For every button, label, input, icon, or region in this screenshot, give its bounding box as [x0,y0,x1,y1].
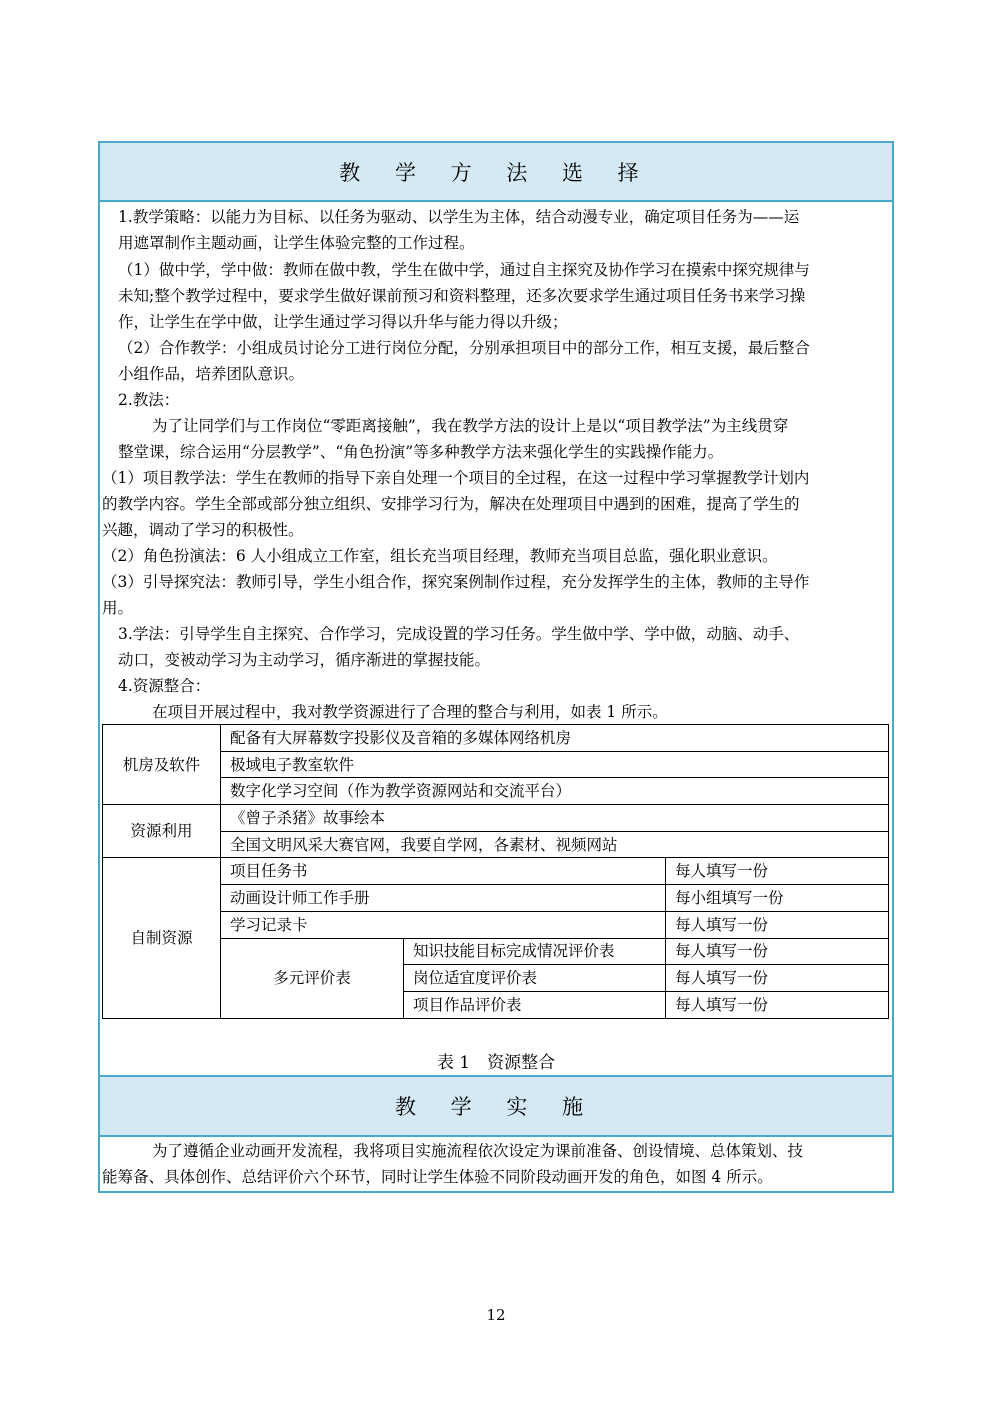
table-cell: 知识技能目标完成情况评价表 [404,938,666,965]
text-line: （1）做中学，学中做：教师在做中教，学生在做中学，通过自主探究及协作学习在摸索中探究规律与 [118,261,810,279]
table-cell: 配备有大屏幕数字投影仪及音箱的多媒体网络机房 [221,725,889,752]
table-row [103,911,889,938]
table-cell: 数字化学习空间（作为教学资源网站和交流平台） [221,778,889,805]
text-line: 用遮罩制作主题动画，让学生体验完整的工作过程。 [118,234,475,252]
page-number: 12 [486,1306,506,1324]
table-cell: 每小组填写一份 [666,885,889,912]
resource-table [102,724,889,1019]
text-line: 在项目开展过程中，我对教学资源进行了合理的整合与利用，如表 1 所示。 [152,703,668,721]
text-line: （3）引导探究法：教师引导，学生小组合作，探究案例制作过程，充分发挥学生的主体，教师的主导作 [102,573,810,591]
group-label-computer-room: 机房及软件 [103,725,221,805]
table-cell: 《曾子杀猪》故事绘本 [221,805,889,832]
table-row [103,831,889,858]
table-cell: 每人填写一份 [666,858,889,885]
table-caption: 表 1 资源整合 [436,1053,556,1073]
table-cell: 每人填写一份 [666,991,889,1018]
text-line: 作，让学生在学中做，让学生通过学习得以升华与能力得以升级； [118,313,568,331]
text-line: （2）合作教学：小组成员讨论分工进行岗位分配，分别承担项目中的部分工作，相互支援，最后整合 [118,339,810,357]
table-cell: 岗位适宜度评价表 [404,965,666,992]
text-line: 1.教学策略：以能力为目标、以任务为驱动、以学生为主体，结合动漫专业，确定项目任务为——运 [118,208,800,226]
table-row [103,805,889,832]
table-cell: 每人填写一份 [666,965,889,992]
text-line: 整堂课，综合运用“分层教学”、“角色扮演”等多种教学方法来强化学生的实践操作能力。 [118,443,724,461]
table-row [103,751,889,778]
eval-label: 多元评价表 [221,938,404,1018]
text-line: 为了让同学们与工作岗位“零距离接触”，我在教学方法的设计上是以“项目教学法”为主线贯穿 [152,417,789,435]
table-cell: 每人填写一份 [666,911,889,938]
text-line: 2.教法： [118,391,180,409]
table-row [103,885,889,912]
text-line: 用。 [102,599,134,617]
group-label-self-made: 自制资源 [103,858,221,1018]
section-title-teaching-methods: 教 学 方 法 选 择 [100,143,892,202]
table-row [103,858,889,885]
table-cell: 极域电子教室软件 [221,751,889,778]
table-row [103,938,889,965]
table-cell: 全国文明风采大赛官网，我要自学网，各素材、视频网站 [221,831,889,858]
table-cell: 每人填写一份 [666,938,889,965]
text-line: 4.资源整合： [118,677,211,695]
text-line: 兴趣，调动了学习的积极性。 [102,521,304,539]
text-line: 小组作品，培养团队意识。 [118,365,305,383]
text-line: 能筹备、具体创作、总结评价六个环节，同时让学生体验不同阶段动画开发的角色，如图 4 所示。 [102,1168,773,1186]
text-line: 为了遵循企业动画开发流程，我将项目实施流程依次设定为课前准备、创设情境、总体策划、技 [152,1142,804,1160]
text-line: （1）项目教学法：学生在教师的指导下亲自处理一个项目的全过程，在这一过程中学习掌握教学计划内 [102,469,810,487]
table-row [103,778,889,805]
text-line: 的教学内容。学生全部或部分独立组织、安排学习行为，解决在处理项目中遇到的困难，提高了学生的 [102,495,800,513]
table-row [103,725,889,752]
text-line: （2）角色扮演法：6 人小组成立工作室，组长充当项目经理，教师充当项目总监，强化职业意识。 [102,547,778,565]
group-label-resource-use: 资源利用 [103,805,221,858]
table-cell: 项目任务书 [221,858,666,885]
text-line: 动口，变被动学习为主动学习，循序渐进的掌握技能。 [118,651,491,669]
table-cell: 学习记录卡 [221,911,666,938]
table-cell: 项目作品评价表 [404,991,666,1018]
table-cell: 动画设计师工作手册 [221,885,666,912]
text-line: 未知;整个教学过程中，要求学生做好课前预习和资料整理，还多次要求学生通过项目任务书来学习操 [118,287,806,305]
section-title-teaching-implementation: 教 学 实 施 [100,1075,892,1137]
text-line: 3.学法：引导学生自主探究、合作学习，完成设置的学习任务。学生做中学、学中做，动脑、动手、 [118,625,800,643]
